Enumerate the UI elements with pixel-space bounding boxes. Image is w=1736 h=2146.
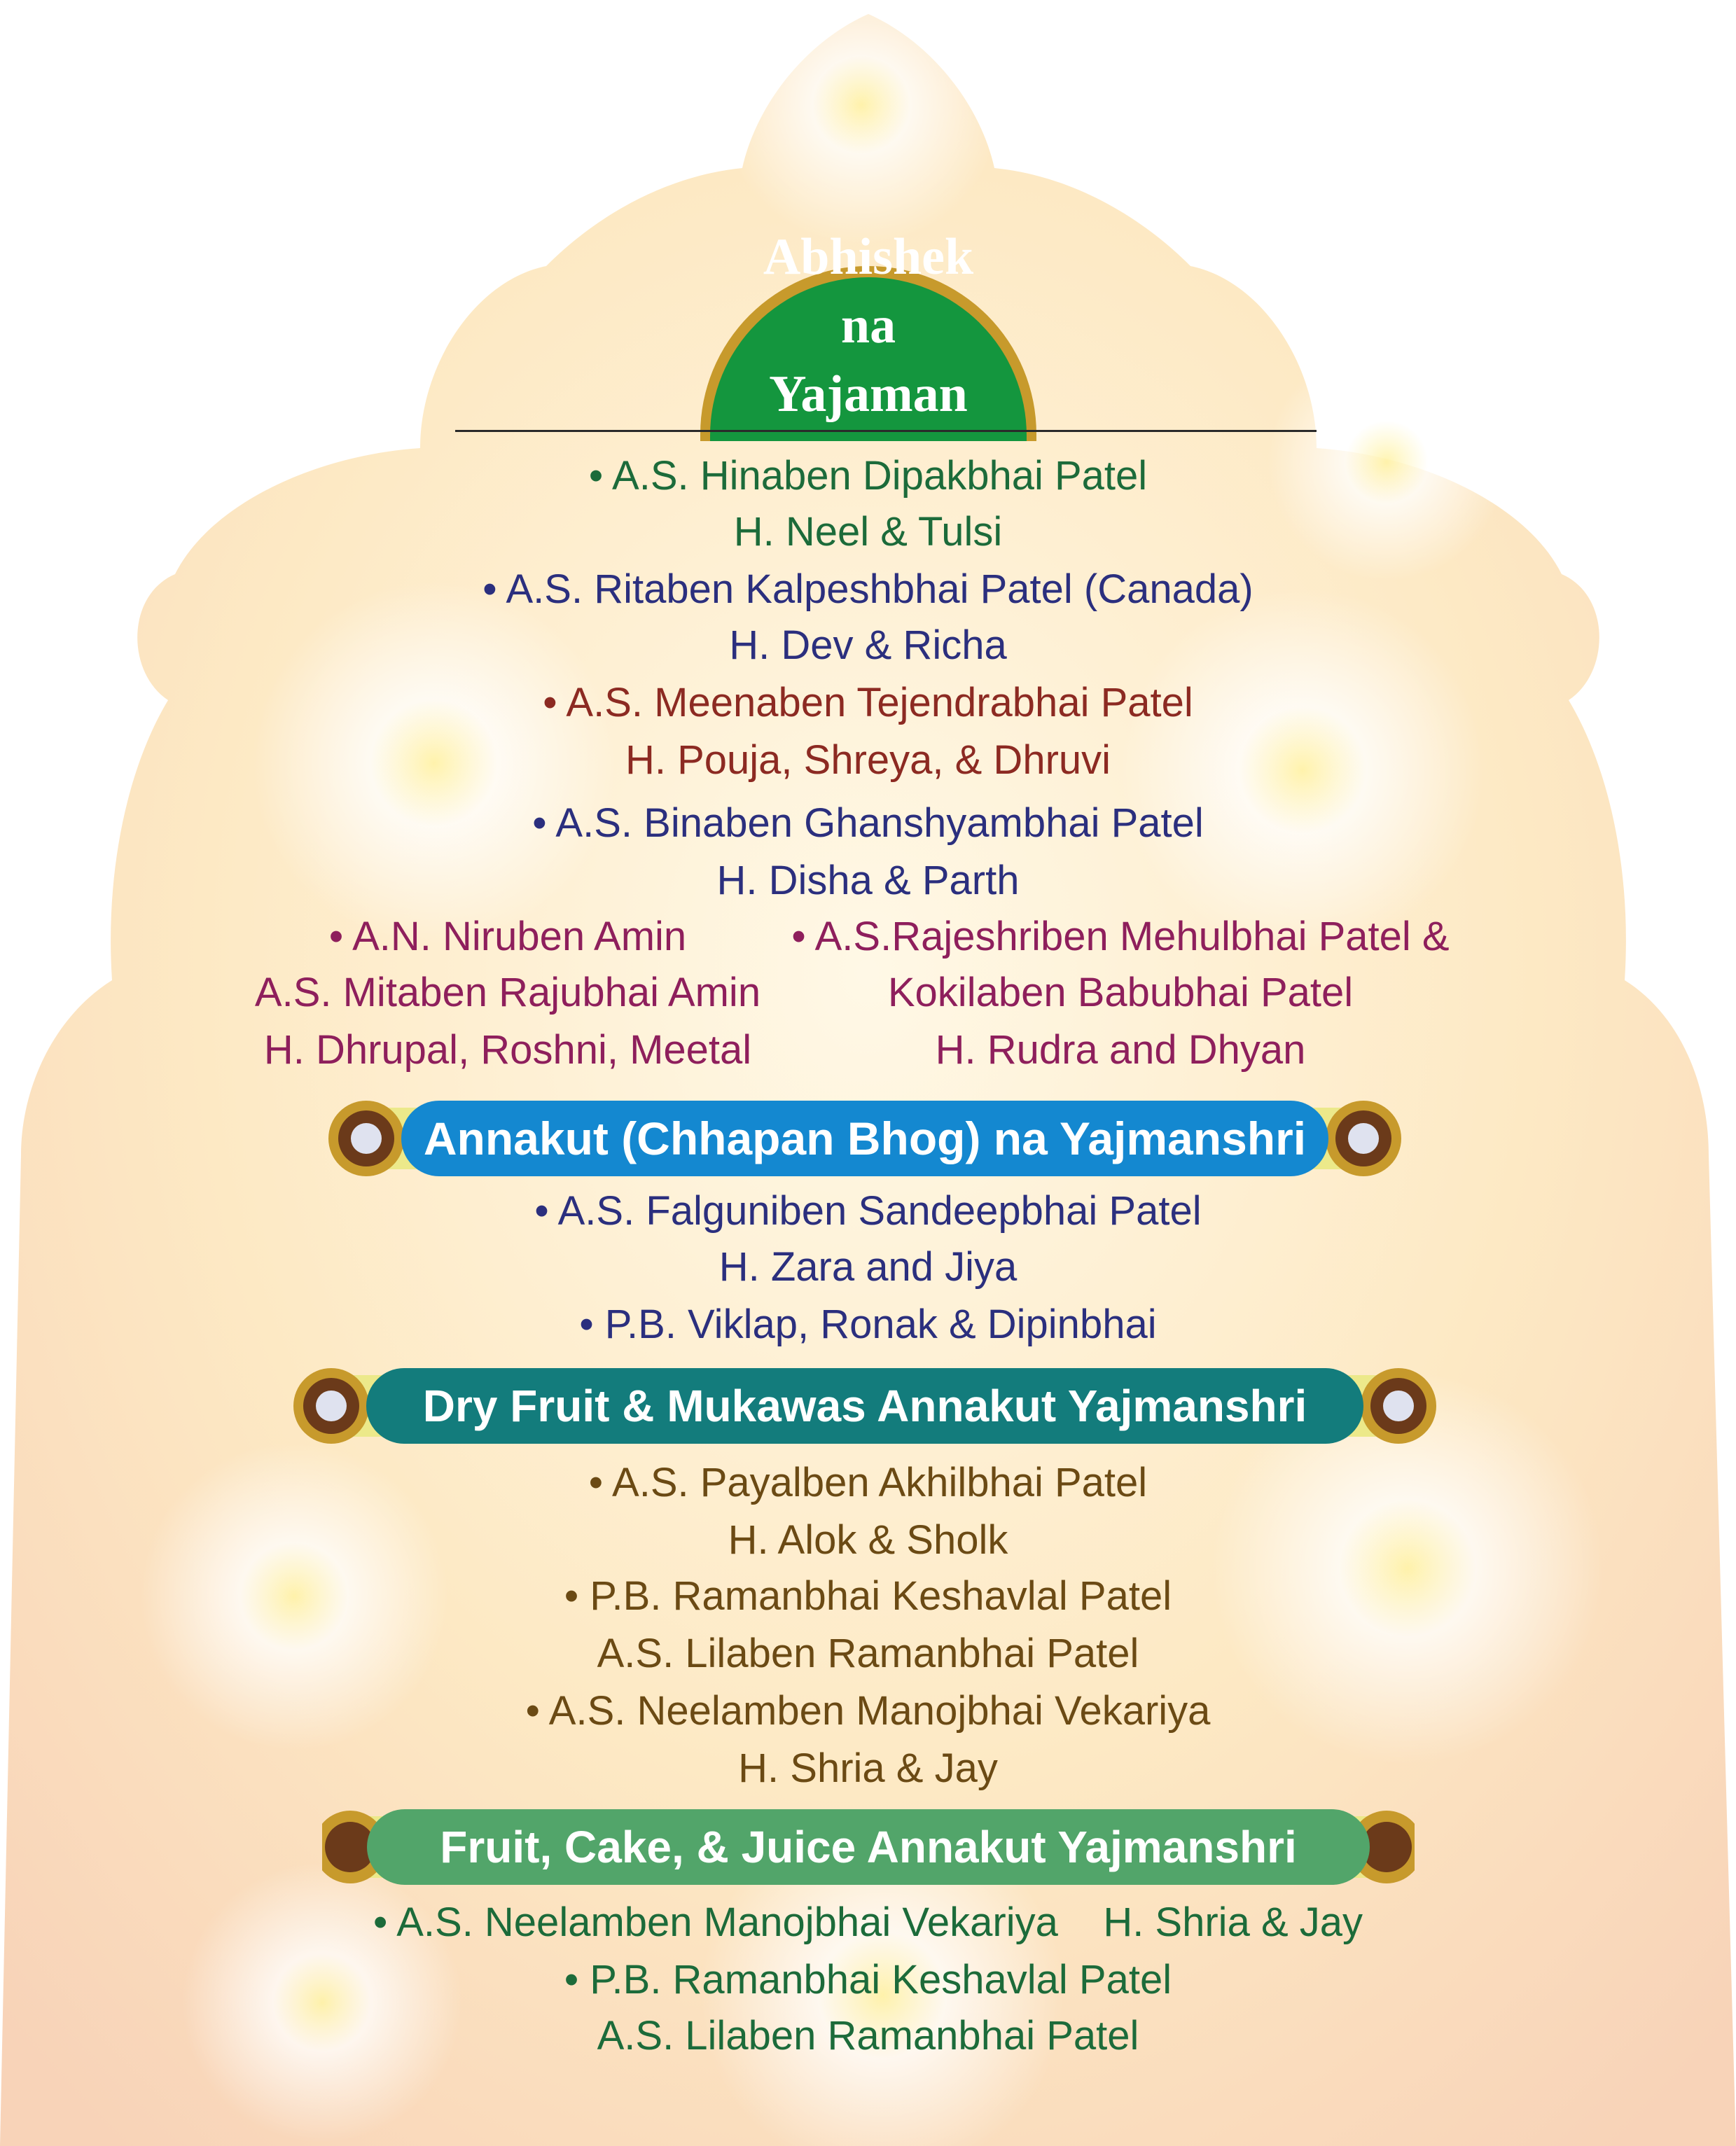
entry-line: H. Zara and Jiya <box>718 1244 1018 1290</box>
entry-line: • A.S. Meenaben Tejendrabhai Patel <box>543 680 1193 725</box>
annakut-heading: Annakut (Chhapan Bhog) na Yajmanshri <box>423 1113 1307 1164</box>
entry-line: • P.B. Ramanbhai Keshavlal Patel <box>564 1957 1172 2002</box>
entry-line: • A.S. Neelamben Manojbhai Vekariya <box>525 1688 1211 1734</box>
entry-line: • A.S. Binaben Ghanshyambhai Patel <box>532 800 1204 846</box>
entry-line: • A.S. Neelamben Manojbhai Vekariya H. Shria & Jay <box>373 1900 1363 1945</box>
dry-fruit-banner <box>291 1365 1439 1447</box>
entry-line: • A.S. Falguniben Sandeepbhai Patel <box>534 1188 1202 1234</box>
entry-line: H. Disha & Parth <box>716 858 1020 903</box>
entry-line: H. Neel & Tulsi <box>733 509 1003 555</box>
entry-line: A.S. Lilaben Ramanbhai Patel <box>597 2013 1139 2058</box>
entry-line-left: A.S. Mitaben Rajubhai Amin <box>254 970 761 1015</box>
annakut-banner <box>326 1098 1404 1179</box>
entry-line: • A.S. Ritaben Kalpeshbhai Patel (Canada) <box>482 566 1254 612</box>
abhishek-heading <box>700 223 1036 428</box>
entry-line-right: • A.S.Rajeshriben Mehulbhai Patel & <box>791 914 1450 959</box>
heading-line: na <box>840 297 896 354</box>
entry-line: • P.B. Viklap, Ronak & Dipinbhai <box>579 1302 1157 1347</box>
entry-line: H. Dev & Richa <box>729 622 1007 668</box>
entry-line: H. Shria & Jay <box>738 1746 998 1791</box>
fruit-cake-banner <box>322 1806 1415 1888</box>
entry-line: • P.B. Ramanbhai Keshavlal Patel <box>564 1573 1172 1619</box>
entry-line-right: Kokilaben Babubhai Patel <box>887 970 1354 1015</box>
entry-line: • A.S. Payalben Akhilbhai Patel <box>588 1460 1148 1505</box>
entry-line: A.S. Lilaben Ramanbhai Patel <box>597 1631 1139 1676</box>
heading-line: Yajaman <box>769 365 968 423</box>
entry-line: H. Alok & Sholk <box>728 1517 1008 1563</box>
dry-fruit-heading: Dry Fruit & Mukawas Annakut Yajmanshri <box>422 1381 1307 1431</box>
entry-line: • A.S. Hinaben Dipakbhai Patel <box>588 453 1148 499</box>
fruit-cake-heading: Fruit, Cake, & Juice Annakut Yajmanshri <box>440 1822 1297 1872</box>
heading-line: Abhishek <box>763 228 974 286</box>
entry-line-right: H. Rudra and Dhyan <box>935 1027 1306 1073</box>
entry-line-left: • A.N. Niruben Amin <box>328 914 687 959</box>
divider <box>455 430 1317 432</box>
entry-line: H. Pouja, Shreya, & Dhruvi <box>625 737 1111 783</box>
entry-line-left: H. Dhrupal, Roshni, Meetal <box>263 1027 752 1073</box>
